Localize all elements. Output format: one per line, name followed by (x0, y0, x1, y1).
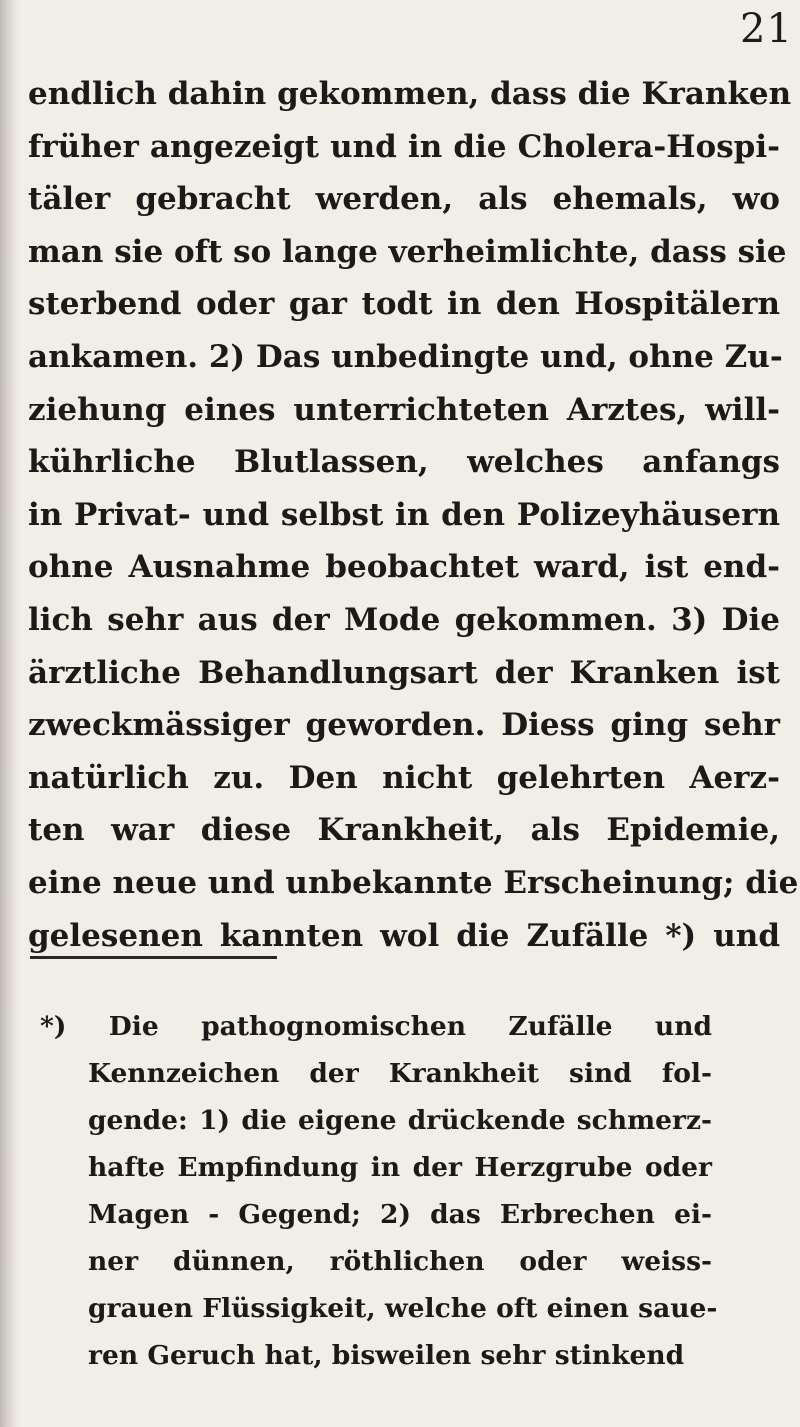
text-line: endlich dahin gekommen, dass die Kranken (28, 76, 792, 112)
page-gutter-shadow (0, 0, 22, 1427)
footnote-line: hafte Empfindung in der Herzgrube oder (88, 1152, 712, 1183)
text-line: man sie oft so lange verheimlichte, dass sie (28, 233, 787, 270)
footnote-line: Magen - Gegend; 2) das Erbrechen ei- (88, 1199, 712, 1230)
text-line: kührliche Blutlassen, welches anfangs (28, 444, 780, 481)
text-line: ten war diese Krankheit, als Epidemie, (28, 812, 780, 849)
text-line: ohne Ausnahme beobachtet ward, ist end- (28, 549, 780, 586)
footnote-line: ner dünnen, röthlichen oder weiss- (88, 1246, 712, 1277)
footnote-line: ren Geruch hat, bisweilen sehr stinkend (88, 1340, 685, 1371)
footnote-line: grauen Flüssigkeit, welche oft einen saue- (88, 1293, 718, 1324)
main-text-block (28, 68, 799, 962)
footnote-line: *) Die pathognomischen Zufälle und (40, 1011, 712, 1042)
text-line: zweckmässiger geworden. Diess ging sehr (28, 707, 780, 744)
footnote-line: gende: 1) die eigene drückende schmerz- (88, 1105, 712, 1136)
text-line: täler gebracht werden, als ehemals, wo (28, 181, 780, 218)
text-line: ärztliche Behandlungsart der Kranken ist (28, 654, 780, 691)
text-line: in Privat- und selbst in den Polizeyhäusern (28, 496, 780, 533)
footnote-block (40, 1003, 718, 1379)
text-line: ziehung eines unterrichteten Arztes, will- (28, 391, 780, 428)
text-line: natürlich zu. Den nicht gelehrten Aerz- (28, 759, 780, 796)
text-line: lich sehr aus der Mode gekommen. 3) Die (28, 601, 780, 638)
text-line: ankamen. 2) Das unbedingte und, ohne Zu- (28, 338, 783, 375)
footnote-divider (30, 956, 277, 959)
footnote-line: Kennzeichen der Krankheit sind fol- (88, 1058, 712, 1089)
page-number: 21 (740, 6, 793, 52)
text-line: eine neue und unbekannte Erscheinung; die (28, 864, 799, 901)
text-line: gelesenen kannten wol die Zufälle *) und (28, 917, 780, 954)
text-line: sterbend oder gar todt in den Hospitälern (28, 286, 780, 323)
text-line: früher angezeigt und in die Cholera-Hospi- (28, 128, 780, 165)
